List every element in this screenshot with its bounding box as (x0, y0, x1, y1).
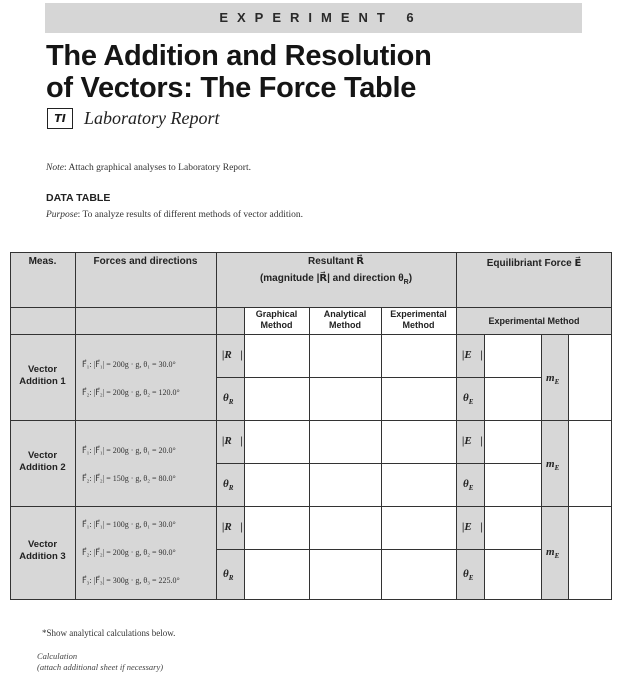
note-body: : Attach graphical analyses to Laboratory Report. (63, 163, 251, 173)
note-text (46, 163, 251, 173)
meas-header: Meas. (28, 256, 57, 267)
row-3-theta-e-text: θ (463, 568, 469, 580)
row-3-theta-r-sub: R (228, 574, 234, 583)
resultant-title: Resultant R⃗ (307, 256, 365, 267)
calculation-hint: (attach additional sheet if necessary) (37, 662, 164, 672)
row-3-theta-e-symbol (463, 568, 473, 582)
purpose-label: Purpose (46, 210, 78, 220)
row-1-graphical-r[interactable] (245, 335, 309, 377)
title-line-2: of Vectors: The Force Table (46, 72, 417, 104)
row-2-theta-r-sub: R (228, 484, 234, 493)
row-label-1: Vector Addition 1 (19, 364, 66, 387)
row-3-me-text: m (546, 546, 555, 558)
row-1-theta-e-sub: E (468, 398, 474, 407)
forces-header: Forces and directions (93, 256, 198, 267)
footnote: *Show analytical calculations below. (42, 628, 176, 638)
experimental-method-header: Experimental Method (390, 309, 447, 330)
row-1-experimental-r[interactable] (382, 335, 456, 377)
data-table-heading: DATA TABLE (46, 192, 111, 204)
row-1-e-magnitude-symbol: |E⃗| (462, 349, 483, 361)
note-label: Note (46, 163, 64, 173)
row-3-theta-r-symbol (223, 568, 233, 582)
resultant-subtitle-end: ) (408, 273, 413, 284)
analytical-method-header: Analytical Method (323, 309, 367, 330)
row-2-theta-r-text: θ (223, 478, 229, 490)
experiment-label: EXPERIMENT 6 (219, 10, 423, 25)
row-2-e-magnitude-symbol: |E⃗| (462, 435, 483, 447)
row-3-force-1: F⃗₁: |F⃗₁| = 100g · g, θ₁ = 30.0° (82, 520, 176, 529)
experiment-banner (45, 3, 582, 33)
row-2-me-sub: E (554, 464, 560, 473)
row-2-theta-r-symbol (223, 478, 233, 492)
purpose-text (46, 210, 303, 220)
row-2-force-1: F⃗₁: |F⃗₁| = 200g · g, θ₁ = 20.0° (82, 446, 176, 455)
row-2-force-2: F⃗₂: |F⃗₂| = 150g · g, θ₂ = 80.0° (82, 474, 176, 483)
resultant-header (216, 256, 456, 289)
lab-report-heading (47, 106, 220, 130)
row-1-force-1: F⃗₁: |F⃗₁| = 200g · g, θ₁ = 30.0° (82, 360, 176, 369)
row-1-theta-e-symbol (463, 392, 473, 406)
row-1-e-magnitude-value[interactable] (485, 335, 541, 377)
resultant-subtitle-text: (magnitude |R⃗| and direction θ (259, 273, 404, 284)
row-3-e-magnitude-symbol: |E⃗| (462, 521, 483, 533)
row-2-theta-e-symbol (463, 478, 473, 492)
purpose-body: : To analyze results of different methods of vector addition. (77, 210, 304, 220)
lab-report-subtitle: Laboratory Report (84, 107, 220, 128)
row-2-me-symbol (546, 458, 559, 472)
row-2-theta-e-sub: E (468, 484, 474, 493)
row-1-theta-r-sub: R (228, 398, 234, 407)
data-table (10, 252, 612, 600)
row-2-theta-e-text: θ (463, 478, 469, 490)
title-line-1: The Addition and Resolution (46, 40, 432, 72)
row-3-r-magnitude-symbol: |R⃗| (222, 521, 243, 533)
row-3-me-sub: E (554, 552, 560, 561)
ti-icon: TI (47, 108, 73, 129)
row-2-r-magnitude-symbol: |R⃗| (222, 435, 243, 447)
row-1-me-sub: E (554, 378, 560, 387)
row-1-theta-r-symbol (223, 392, 233, 406)
row-label-3: Vector Addition 3 (19, 539, 66, 562)
equilibrant-header: Equilibriant Force E⃗ (486, 258, 582, 269)
row-1-theta-e-text: θ (463, 392, 469, 404)
row-label-2: Vector Addition 2 (19, 450, 66, 473)
calculation-note (37, 651, 163, 673)
row-3-force-3: F⃗₃: |F⃗₃| = 300g · g, θ₃ = 225.0° (82, 576, 180, 585)
row-1-me-symbol (546, 372, 559, 386)
row-1-force-2: F⃗₂: |F⃗₂| = 200g · g, θ₂ = 120.0° (82, 388, 180, 397)
graphical-method-header: Graphical Method (255, 309, 298, 330)
row-1-theta-r-text: θ (223, 392, 229, 404)
calculation-label: Calculation (37, 651, 78, 661)
equilibrant-method-header: Experimental Method (488, 316, 580, 326)
row-2-me-text: m (546, 458, 555, 470)
row-1-r-magnitude-symbol: |R⃗| (222, 349, 243, 361)
row-1-me-value[interactable] (569, 335, 611, 420)
row-3-theta-r-text: θ (223, 568, 229, 580)
resultant-subtitle-sub: R (403, 279, 409, 286)
row-3-me-symbol (546, 546, 559, 560)
page-title (46, 40, 432, 104)
row-1-me-text: m (546, 372, 555, 384)
row-3-theta-e-sub: E (468, 574, 474, 583)
resultant-subtitle (216, 273, 456, 289)
row-3-force-2: F⃗₂: |F⃗₂| = 200g · g, θ₂ = 90.0° (82, 548, 176, 557)
row-1-analytical-r[interactable] (310, 335, 381, 377)
